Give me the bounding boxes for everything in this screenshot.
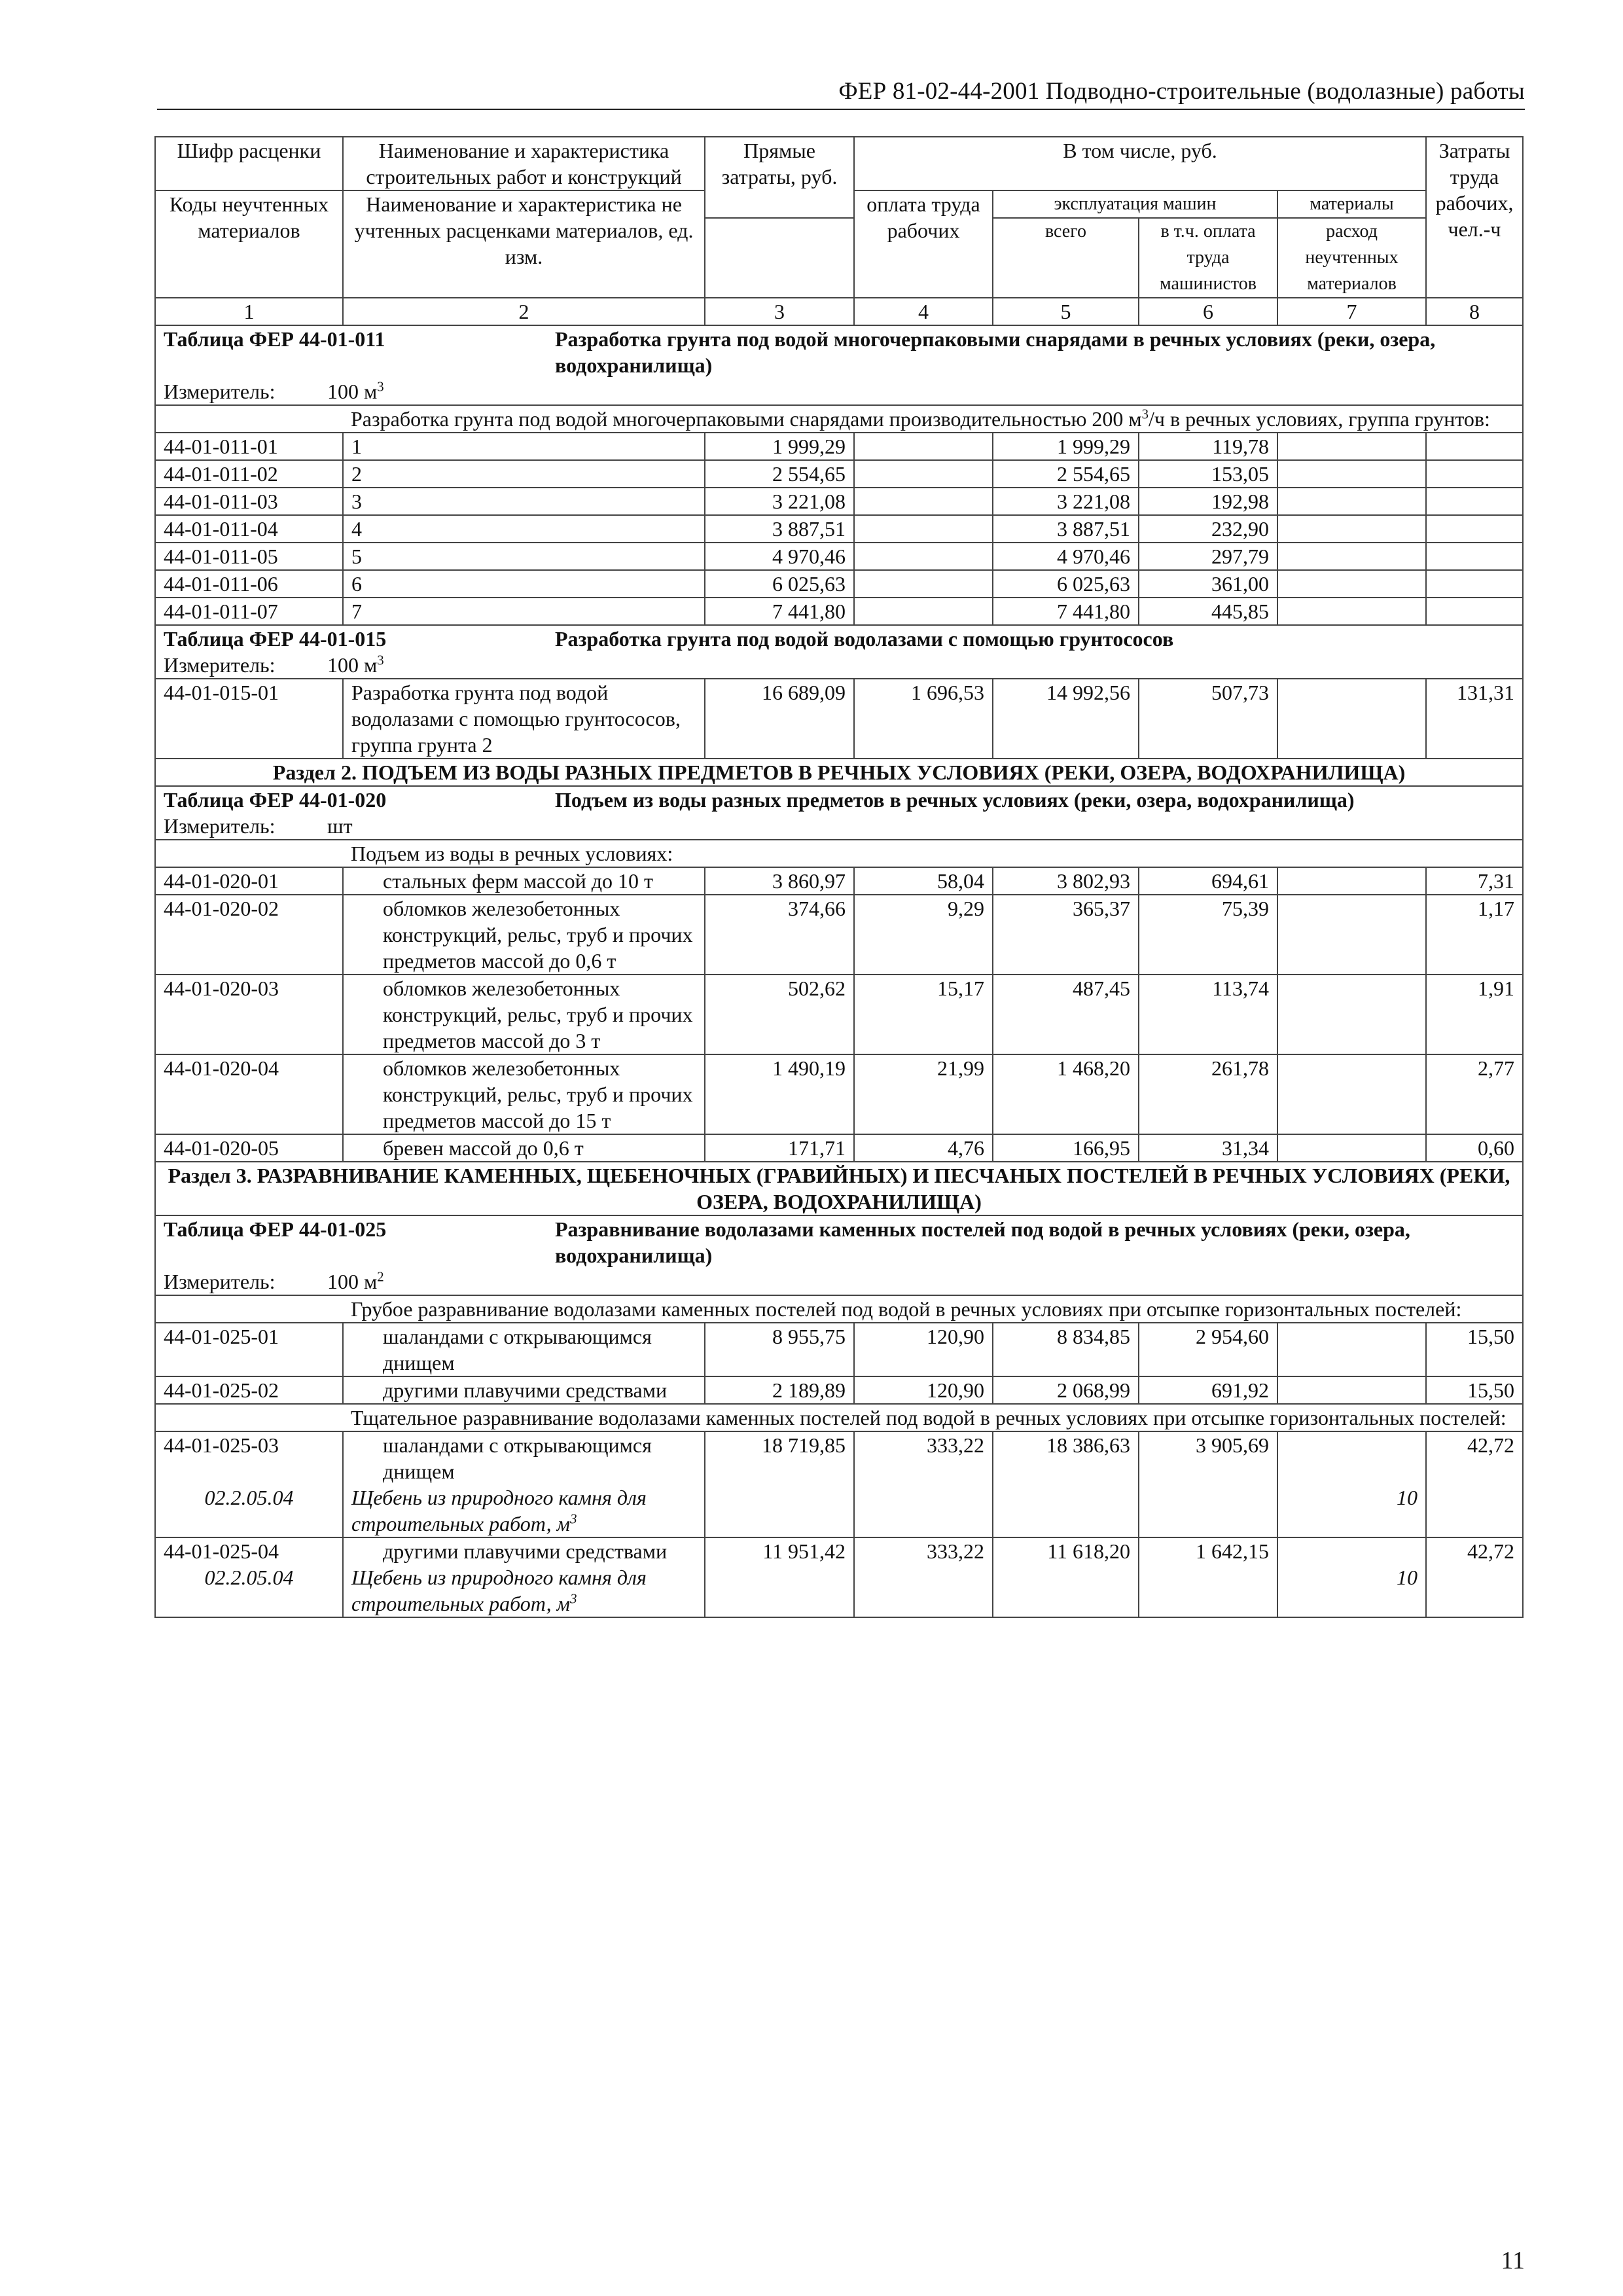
table-label: Таблица ФЕР 44-01-020 (164, 788, 387, 812)
table-row: 44-01-011-01 1 1 999,29 1 999,29 119,78 (155, 433, 1523, 460)
table-row: 44-01-020-03 обломков железобетонных конструкций, рельс, труб и прочих предметов массой до 3 т 502,62 15,17 487,45 113,74 1,91 (155, 975, 1523, 1054)
rates-table (154, 136, 1524, 1618)
table-row: 44-01-025-02 другими плавучими средствами 2 189,89 120,90 2 068,99 691,92 15,50 (155, 1376, 1523, 1404)
col-including: В том числе, руб. (854, 137, 1426, 190)
table-title-025 (155, 1215, 1523, 1268)
col-code-bottom: Коды неучтенных материалов (155, 190, 343, 298)
col-number: 5 (993, 298, 1139, 325)
material-name: Щебень из природного камня для строительных работ, $м^3$ (343, 1564, 705, 1617)
table-row: 44-01-015-01 Разработка грунта под водой водолазами с помощью грунтососов, группа грунта 2 16 689,09 1 696,53 14 992,56 507,73 131,31 (155, 679, 1523, 759)
table-name: Подъем из воды разных предметов в речных условиях (реки, озера, водохранилища) (555, 788, 1355, 812)
table-row: 44-01-011-02 2 2 554,65 2 554,65 153,05 (155, 460, 1523, 488)
measure-unit: Измеритель: шт (155, 813, 1523, 840)
table-row: 44-01-020-05 бревен массой до 0,6 т 171,71 4,76 166,95 31,34 0,60 (155, 1134, 1523, 1162)
col-name-top: Наименование и характеристика строительных работ и конструкций (343, 137, 705, 190)
table-row: 44-01-025-03 шаландами с открывающимся днищем 18 719,85 333,22 18 386,63 3 905,69 42,72 (155, 1431, 1523, 1484)
measure-unit: Измеритель: 100 $м^3$ (155, 378, 1523, 405)
col-direct-cont (705, 218, 854, 298)
col-number: 7 (1277, 298, 1426, 325)
table-row: 44-01-020-02 обломков железобетонных конструкций, рельс, труб и прочих предметов массой до 0,6 т 374,66 9,29 365,37 75,39 1,17 (155, 895, 1523, 975)
table-title-011 (155, 325, 1523, 378)
col-materials-sub: расход неучтенных материалов (1277, 218, 1426, 298)
section-title: Раздел 2. ПОДЪЕМ ИЗ ВОДЫ РАЗНЫХ ПРЕДМЕТОВ В РЕЧНЫХ УСЛОВИЯХ (РЕКИ, ОЗЕРА, ВОДОХРАНИЛИЩА) (155, 759, 1523, 786)
col-code-top: Шифр расценки (155, 137, 343, 190)
col-wages: оплата труда рабочих (854, 190, 993, 298)
table-label: Таблица ФЕР 44-01-025 (164, 1217, 387, 1241)
table-row: 44-01-011-07 7 7 441,80 7 441,80 445,85 (155, 598, 1523, 625)
col-labor: Затраты труда рабочих, чел.-ч (1426, 137, 1523, 298)
table-name: Разработка грунта под водой многочерпаковыми снарядами в речных условиях (реки, озера, водохранилища) (555, 327, 1436, 377)
group-description: Грубое разравнивание водолазами каменных постелей под водой в речных условиях при отсыпке горизонтальных постелей: (343, 1295, 1523, 1323)
col-direct: Прямые затраты, руб. (705, 137, 854, 218)
measure-unit: Измеритель: 100 $м^3$ (155, 652, 1523, 679)
table-label: Таблица ФЕР 44-01-015 (164, 627, 387, 651)
table-name: Разравнивание водолазами каменных постелей под водой в речных условиях (реки, озера, водохранилища) (555, 1217, 1410, 1267)
measure-unit: Измеритель: 100 $м^2$ (155, 1268, 1523, 1295)
table-row: 44-01-011-06 6 6 025,63 6 025,63 361,00 (155, 570, 1523, 598)
col-number: 1 (155, 298, 343, 325)
table-row: 44-01-025-04 другими плавучими средствами 11 951,42 333,22 11 618,20 1 642,15 42,72 (155, 1537, 1523, 1564)
table-title-015 (155, 625, 1523, 652)
col-number: 4 (854, 298, 993, 325)
col-machines-total: всего (993, 218, 1139, 298)
table-row: 44-01-020-01 стальных ферм массой до 10 т 3 860,97 58,04 3 802,93 694,61 7,31 (155, 867, 1523, 895)
page-number: 11 (1501, 2247, 1525, 2274)
col-materials: материалы (1277, 190, 1426, 218)
col-number: 8 (1426, 298, 1523, 325)
header-rule (157, 109, 1525, 110)
group-description: Подъем из воды в речных условиях: (343, 840, 1523, 867)
section-title: Раздел 3. РАЗРАВНИВАНИЕ КАМЕННЫХ, ЩЕБЕНОЧНЫХ (ГРАВИЙНЫХ) И ПЕСЧАНЫХ ПОСТЕЛЕЙ В РЕЧНЫХ УСЛОВИЯХ (РЕКИ, ОЗЕРА, ВОДОХРАНИЛИЩА) (155, 1162, 1523, 1215)
table-row: 44-01-011-04 4 3 887,51 3 887,51 232,90 (155, 515, 1523, 543)
table-row: 44-01-025-01 шаландами с открывающимся днищем 8 955,75 120,90 8 834,85 2 954,60 15,50 (155, 1323, 1523, 1376)
table-row: 44-01-020-04 обломков железобетонных конструкций, рельс, труб и прочих предметов массой до 15 т 1 490,19 21,99 1 468,20 261,78 2,77 (155, 1054, 1523, 1134)
material-row: 02.2.05.04 Щебень из природного камня для строительных работ, $м^3$ 10 (155, 1484, 1523, 1537)
table-title-020 (155, 786, 1523, 813)
material-row: 02.2.05.04 Щебень из природного камня для строительных работ, $м^3$ 10 (155, 1564, 1523, 1617)
table-name: Разработка грунта под водой водолазами с помощью грунтососов (555, 627, 1174, 651)
table-label: Таблица ФЕР 44-01-011 (164, 327, 385, 351)
col-machines: эксплуатация машин (993, 190, 1277, 218)
running-header: ФЕР 81-02-44-2001 Подводно-строительные (водолазные) работы (838, 78, 1525, 105)
col-name-bottom: Наименование и характеристика не учтенных расценками материалов, ед. изм. (343, 190, 705, 298)
col-machines-wages: в т.ч. оплата труда машинистов (1139, 218, 1277, 298)
table-row: 44-01-011-03 3 3 221,08 3 221,08 192,98 (155, 488, 1523, 515)
table-row: 44-01-011-05 5 4 970,46 4 970,46 297,79 (155, 543, 1523, 570)
col-number: 6 (1139, 298, 1277, 325)
group-description: Тщательное разравнивание водолазами каменных постелей под водой в речных условиях при отсыпке горизонтальных постелей: (343, 1404, 1523, 1431)
col-number: 3 (705, 298, 854, 325)
group-description: Разработка грунта под водой многочерпаковыми снарядами производительностью 200 $м^3/ч$ в речных условиях, группа грунтов: (343, 405, 1523, 433)
material-name: Щебень из природного камня для строительных работ, $м^3$ (343, 1484, 705, 1537)
col-number: 2 (343, 298, 705, 325)
